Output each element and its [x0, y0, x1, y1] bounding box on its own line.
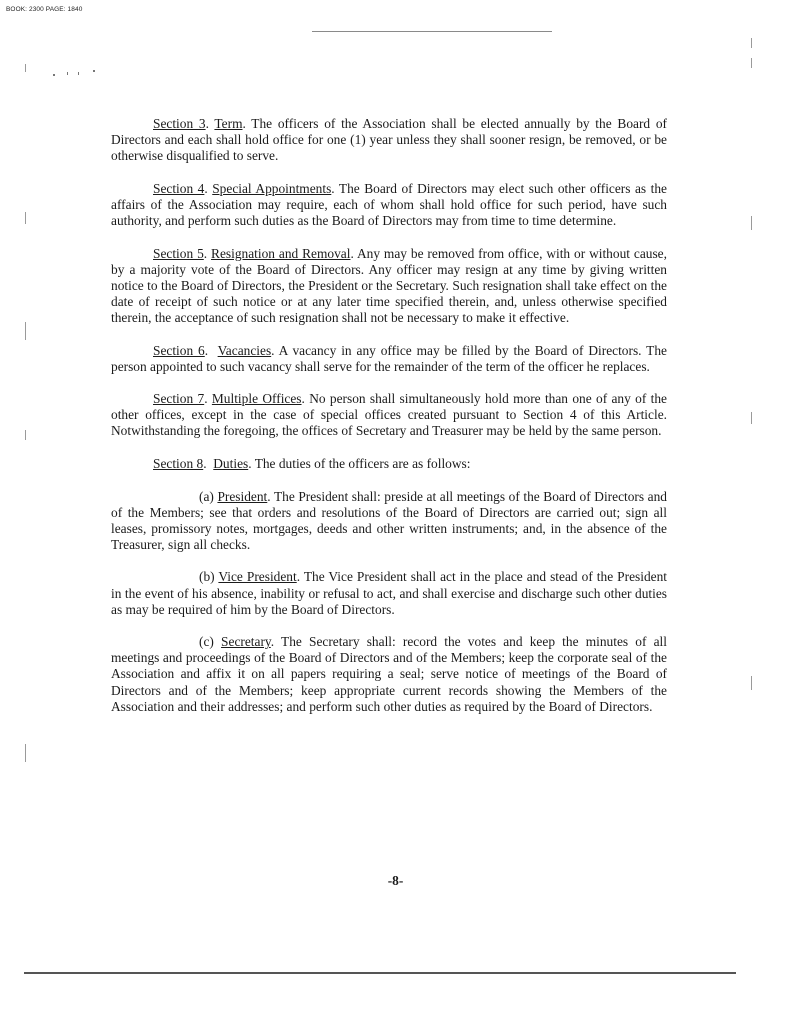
section-text: . The duties of the officers are as follows: [248, 456, 471, 471]
duty-text: . The Secretary shall: record the votes and keep the minutes of all meetings and proceedings of the Board of Directors and of the Members; keep the corporate seal of the Association and affix it on all papers requiring a seal; serve notice of meetings of the Board of Directors and of the Members; keep appropriate current records showing the Members of the Association and their addresses; and perform such other duties as required by the Board of Directors. [111, 634, 667, 714]
document-body [111, 116, 667, 731]
section-8-paragraph: Section 8. Duties. The duties of the officers are as follows: [153, 456, 471, 471]
duty-prefix: (b) [199, 569, 219, 585]
section-text: . The Board of Directors may elect such other officers as the affairs of the Association may require, each of whom shall hold office for such period, have such authority, and perform such duties as the Board of Directors may from time to time determine. [111, 180, 667, 228]
scan-mark [751, 412, 752, 424]
section-6-paragraph: Section 6. Vacancies. A vacancy in any office may be filled by the Board of Directors. The person appointed to such vacancy shall serve for the remainder of the term of the officer he replaces. [111, 342, 667, 374]
duty-secretary-paragraph [111, 634, 667, 714]
scan-mark [67, 72, 68, 75]
scan-mark [25, 430, 26, 440]
section-text: . The officers of the Association shall be elected annually by the Board of Directors and each shall hold office for one (1) year unless they shall sooner resign, be removed, or be otherwise disqualified to serve. [111, 116, 667, 164]
section-4-paragraph: Section 4. Special Appointments. The Board of Directors may elect such other officers as the affairs of the Association may require, each of whom shall hold office for such period, have such authority, and perform such duties as the Board of Directors may from time to time determine. [111, 180, 667, 228]
duty-text: . The President shall: preside at all meetings of the Board of Directors and of the Members; see that orders and resolutions of the Board of Directors are carried out; sign all leases, promissory notes, mortgages, deeds and other written instruments; and, in the absence of the Treasurer, sign all checks. [111, 488, 667, 552]
duty-text: . The Vice President shall act in the place and stead of the President in the event of his absence, inability or refusal to act, and shall exercise and discharge such other duties as may be required of him by the Board of Directors. [111, 569, 667, 617]
scan-mark [93, 70, 95, 72]
section-title: Special Appointments [212, 180, 332, 196]
duty-president-paragraph [111, 489, 667, 553]
section-label: Section 8 [153, 456, 204, 471]
section-5-paragraph: Section 5. Resignation and Removal. Any may be removed from office, with or without cause, by a majority vote of the Board of Directors. Any officer may resign at any time by giving written notice to the Board of Directors, the President or the Secretary. Such resignation shall take effect on the date of receipt of such notice or at any later time specified therein, and, unless otherwise specified therein, the acceptance of such resignation shall not be necessary to make it effective. [111, 245, 667, 325]
section-label: Section 6 [153, 342, 205, 358]
book-page-stamp: BOOK: 2300 PAGE: 1840 [6, 6, 83, 13]
scan-mark [751, 216, 752, 230]
section-3-paragraph: Section 3. Term. The officers of the Association shall be elected annually by the Board of Directors and each shall hold office for one (1) year unless they shall sooner resign, be removed, or be otherwise disqualified to serve. [111, 116, 667, 164]
duty-title: Vice President [218, 569, 297, 585]
section-title: Term [214, 116, 243, 131]
section-label: Section 3 [153, 116, 206, 131]
section-text: . A vacancy in any office may be filled by the Board of Directors. The person appointed to such vacancy shall serve for the remainder of the term of the officer he replaces. [111, 342, 667, 374]
section-title: Multiple Offices [211, 391, 302, 407]
scan-mark [751, 38, 752, 48]
section-label: Section 4 [153, 180, 205, 196]
section-title: Resignation and Removal [211, 245, 351, 261]
section-label: Section 7 [153, 391, 205, 407]
section-7-paragraph: Section 7. Multiple Offices. No person shall simultaneously hold more than one of any of the other offices, except in the case of special offices created pursuant to Section 4 of this Article. Notwithstanding the foregoing, the offices of Secretary and Treasurer may be held by the same person. [111, 391, 667, 439]
section-text: . No person shall simultaneously hold more than one of any of the other offices, except in the case of special offices created pursuant to Section 4 of this Article. Notwithstanding the foregoing, the offices of Secretary and Treasurer may be held by the same person. [111, 391, 667, 439]
scan-mark [53, 74, 55, 76]
scan-mark [25, 744, 26, 762]
scan-mark [78, 72, 79, 75]
scan-mark [25, 64, 26, 72]
section-text: . Any may be removed from office, with or without cause, by a majority vote of the Board of Directors. Any officer may resign at any time by giving written notice to the Board of Directors, the President or the Secretary. Such resignation shall take effect on the date of receipt of such notice or at any later time specified therein, and, unless otherwise specified therein, the acceptance of such resignation shall not be necessary to make it effective. [111, 245, 667, 325]
duty-prefix: (a) [199, 488, 218, 504]
duty-title: Secretary [221, 634, 271, 650]
page-number: -8- [387, 873, 404, 888]
section-label: Section 5 [153, 245, 204, 261]
duty-prefix: (c) [199, 634, 222, 650]
scan-mark [25, 212, 26, 224]
scan-mark [751, 58, 752, 68]
section-title: Duties [213, 456, 249, 471]
scan-mark [25, 322, 26, 340]
duty-vice-president-paragraph [111, 569, 667, 617]
bottom-divider [24, 972, 736, 974]
scan-mark [751, 676, 752, 690]
duty-title: President [217, 488, 268, 504]
top-divider [312, 31, 552, 32]
section-title: Vacancies [217, 342, 272, 358]
